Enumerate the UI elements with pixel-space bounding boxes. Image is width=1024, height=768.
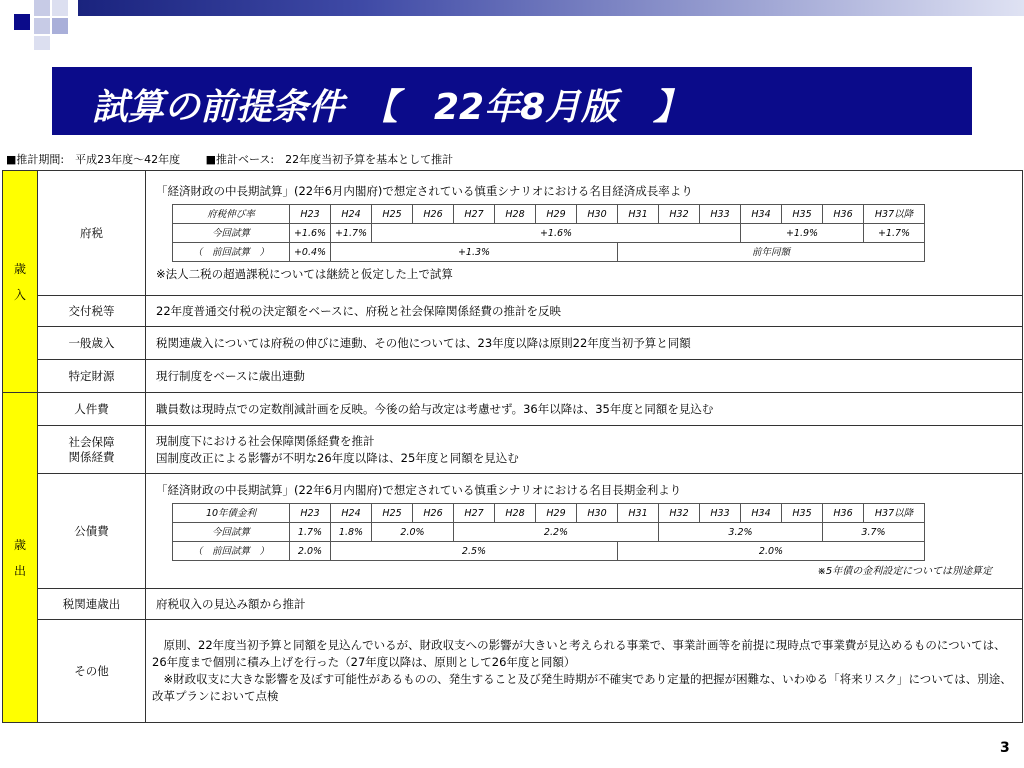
data-cell: 今回試算 xyxy=(173,224,290,243)
header-cell: H27 xyxy=(454,504,495,523)
interest-note: ※5年債の金利設定については別途算定 xyxy=(817,566,992,577)
header-cell: H24 xyxy=(331,205,372,224)
page-title: 試算の前提条件 【 22年8月版 】 xyxy=(92,87,690,128)
sub-table-header xyxy=(173,504,925,523)
decor-square xyxy=(34,36,50,50)
data-cell: +1.9% xyxy=(741,224,864,243)
header-cell: H31 xyxy=(618,504,659,523)
sub-table-row xyxy=(173,523,925,542)
category-revenue xyxy=(3,171,38,393)
decor-square xyxy=(52,0,68,16)
row-content xyxy=(146,474,1023,589)
content-paragraph: 原則、22年度当初予算と同額を見込んでいるが、財政収支への影響が大きいと考えられる事業で、事業計画等を前提に現時点で事業費が見込めるものについては、26年度まで個別に積み上げを行った（27年度以降は、原則として26年度と同額） xyxy=(152,638,1006,669)
row-content xyxy=(146,620,1023,723)
decor-square xyxy=(52,18,68,34)
row-content: 現行制度をベースに歳出連動 xyxy=(146,360,1023,393)
row-content: 22年度普通交付税の決定額をベースに、府税と社会保障関係経費の推計を反映 xyxy=(146,296,1023,327)
header-cell: H25 xyxy=(372,504,413,523)
header-cell: H30 xyxy=(577,504,618,523)
content-line: 現制度下における社会保障関係経費を推計 xyxy=(156,433,375,448)
estimate-period: ■推計期間: 平成23年度～42年度 xyxy=(6,153,181,166)
header-cell: H23 xyxy=(290,205,331,224)
row-label: 税関連歳出 xyxy=(38,589,146,620)
row-label: 府税 xyxy=(38,171,146,296)
data-cell: 2.0% xyxy=(372,523,454,542)
row-content xyxy=(146,171,1023,296)
header-cell: H27 xyxy=(454,205,495,224)
row-label-line: 社会保障 xyxy=(68,434,115,449)
data-cell: +1.6% xyxy=(290,224,331,243)
table-row xyxy=(3,474,1023,589)
page-number: 3 xyxy=(1000,740,1010,756)
row-label: その他 xyxy=(38,620,146,723)
data-cell: 2.0% xyxy=(290,542,331,561)
row-label: 一般歳入 xyxy=(38,327,146,360)
row-content: 税関連歳入については府税の伸びに連動、その他については、23年度以降は原則22年度当初予算と同額 xyxy=(146,327,1023,360)
table-row xyxy=(3,426,1023,474)
table-row xyxy=(3,620,1023,723)
data-cell: 1.8% xyxy=(331,523,372,542)
content-paragraph: ※財政収支に大きな影響を及ぼす可能性があるものの、発生すること及び発生時期が不確実であり定量的把握が困難な、いわゆる「将来リスク」については、別途、改革プランにおいて点検 xyxy=(152,672,1012,703)
header-cell: H30 xyxy=(577,205,618,224)
data-cell: 1.7% xyxy=(290,523,331,542)
header-cell: H33 xyxy=(700,504,741,523)
table-row xyxy=(3,296,1023,327)
header-cell: H33 xyxy=(700,205,741,224)
tax-growth-intro: 「経済財政の中長期試算」(22年6月内閣府)で想定されている慎重シナリオにおける名目経済成長率より xyxy=(156,184,693,198)
tax-growth-table xyxy=(172,204,925,262)
row-label: 公債費 xyxy=(38,474,146,589)
assumptions-table xyxy=(2,170,1023,723)
header-cell: 府税伸び率 xyxy=(173,205,290,224)
data-cell: 3.7% xyxy=(823,523,925,542)
data-cell: +1.3% xyxy=(331,243,618,262)
category-expenditure-char: 歳 出 xyxy=(13,537,26,578)
table-row xyxy=(3,360,1023,393)
sub-table-header xyxy=(173,205,925,224)
row-content: 職員数は現時点での定数削減計画を反映。今後の給与改定は考慮せず。36年以降は、35年度と同額を見込む xyxy=(146,393,1023,426)
data-cell: 2.2% xyxy=(454,523,659,542)
data-cell: 2.5% xyxy=(331,542,618,561)
header-cell: H29 xyxy=(536,504,577,523)
header-cell: H28 xyxy=(495,504,536,523)
header-cell: H37以降 xyxy=(864,504,925,523)
header-cell: 10年債金利 xyxy=(173,504,290,523)
table-row xyxy=(3,327,1023,360)
data-cell: 前年同額 xyxy=(618,243,925,262)
header-cell: H26 xyxy=(413,205,454,224)
row-label: 人件費 xyxy=(38,393,146,426)
header-cell: H35 xyxy=(782,205,823,224)
header-cell: H36 xyxy=(823,205,864,224)
header-gradient-bar xyxy=(78,0,1024,16)
header-cell: H29 xyxy=(536,205,577,224)
header-cell: H37以降 xyxy=(864,205,925,224)
header-cell: H34 xyxy=(741,504,782,523)
data-cell: +1.7% xyxy=(864,224,925,243)
header-cell: H31 xyxy=(618,205,659,224)
header-cell: H25 xyxy=(372,205,413,224)
table-row xyxy=(3,171,1023,296)
decor-square xyxy=(34,18,50,34)
data-cell: （ 前回試算 ） xyxy=(173,243,290,262)
header-cell: H32 xyxy=(659,504,700,523)
header-cell: H24 xyxy=(331,504,372,523)
header-cell: H35 xyxy=(782,504,823,523)
estimate-base: ■推計ベース: 22年度当初予算を基本として推計 xyxy=(205,153,454,166)
header-cell: H28 xyxy=(495,205,536,224)
data-cell: 2.0% xyxy=(618,542,925,561)
header-cell: H23 xyxy=(290,504,331,523)
row-content: 府税収入の見込み額から推計 xyxy=(146,589,1023,620)
decor-square xyxy=(14,14,30,30)
data-cell: （ 前回試算 ） xyxy=(173,542,290,561)
row-content xyxy=(146,426,1023,474)
row-label: 特定財源 xyxy=(38,360,146,393)
row-label: 交付税等 xyxy=(38,296,146,327)
table-row xyxy=(3,393,1023,426)
data-cell: +0.4% xyxy=(290,243,331,262)
tax-note: ※法人二税の超過課税については継続と仮定した上で試算 xyxy=(156,267,453,281)
data-cell: 今回試算 xyxy=(173,523,290,542)
table-row xyxy=(3,589,1023,620)
sub-table-row xyxy=(173,243,925,262)
interest-rate-table xyxy=(172,503,925,561)
category-expenditure xyxy=(3,393,38,723)
row-label-line: 関係経費 xyxy=(68,449,115,464)
header-cell: H32 xyxy=(659,205,700,224)
header-decoration xyxy=(0,0,1024,50)
interest-intro: 「経済財政の中長期試算」(22年6月内閣府)で想定されている慎重シナリオにおける名目長期金利より xyxy=(156,483,682,497)
row-label xyxy=(38,426,146,474)
header-cell: H34 xyxy=(741,205,782,224)
data-cell: +1.7% xyxy=(331,224,372,243)
category-revenue-char: 歳 入 xyxy=(13,261,26,302)
data-cell: 3.2% xyxy=(659,523,823,542)
header-cell: H26 xyxy=(413,504,454,523)
sub-table-row xyxy=(173,224,925,243)
header-cell: H36 xyxy=(823,504,864,523)
content-line: 国制度改正による影響が不明な26年度以降は、25年度と同額を見込む xyxy=(156,450,519,465)
subtitle-line xyxy=(6,151,475,167)
data-cell: +1.6% xyxy=(372,224,741,243)
decor-square xyxy=(34,0,50,16)
sub-table-row xyxy=(173,542,925,561)
